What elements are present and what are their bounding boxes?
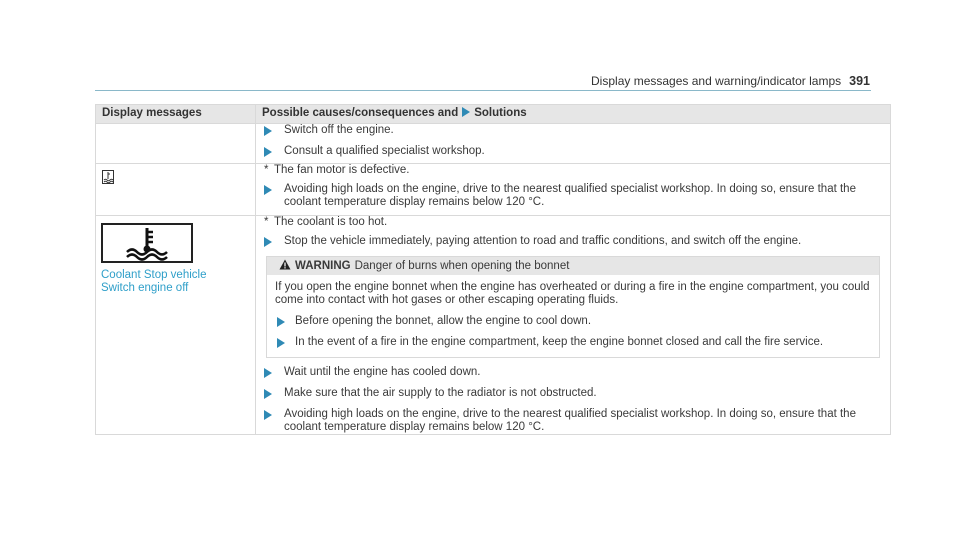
warning-step (275, 336, 871, 349)
warning-body (267, 275, 879, 357)
step-text: Avoiding high loads on the engine, drive to the nearest qualified specialist workshop. In doing so, ensure that the coolant temperature display remains below 120 °C. (284, 183, 856, 208)
solution-step (256, 235, 890, 248)
row3-solutions-cell (256, 216, 891, 435)
coolant-fan-icon (102, 170, 114, 184)
solution-step (256, 124, 890, 137)
step-text: Switch off the engine. (284, 124, 394, 136)
arrow-right-icon (264, 389, 272, 399)
cause-item: * The coolant is too hot. (264, 216, 388, 228)
page-header (591, 74, 870, 88)
step-text: Consult a qualified specialist workshop. (284, 145, 485, 157)
arrow-right-icon (264, 185, 272, 195)
arrow-right-icon (264, 126, 272, 136)
warning-header (267, 257, 879, 275)
step-text: Avoiding high loads on the engine, drive to the nearest qualified specialist workshop. In doing so, ensure that the coolant temperature display remains below 120 °C. (284, 408, 856, 433)
table-row (96, 216, 891, 435)
step-text: Wait until the engine has cooled down. (284, 366, 481, 378)
col-header-causes-text: Possible causes/consequences and (262, 107, 459, 119)
col-header-causes (256, 105, 891, 124)
cause-text: The coolant is too hot. (274, 216, 388, 228)
warning-box (266, 256, 880, 358)
arrow-right-icon (462, 107, 470, 117)
header-rule (95, 90, 871, 91)
warning-step (275, 315, 871, 328)
warning-text: If you open the engine bonnet when the engine has overheated or during a fire in the engine compartment, you could come into contact with hot gases or other escaping operating fluids. (275, 281, 870, 306)
header-title: Display messages and warning/indicator lamps (591, 74, 842, 88)
messages-table (95, 104, 891, 435)
table-row (96, 124, 891, 164)
solution-step (256, 183, 890, 209)
warning-label: WARNING (295, 260, 351, 272)
step-text: Make sure that the air supply to the radiator is not obstructed. (284, 387, 597, 399)
page-number: 391 (849, 74, 870, 88)
solution-step (256, 366, 890, 379)
row3-message-cell (96, 216, 256, 435)
step-text: Stop the vehicle immediately, paying attention to road and traffic conditions, and switch off the engine. (284, 235, 802, 247)
arrow-right-icon (264, 410, 272, 420)
coolant-temperature-icon (101, 223, 193, 263)
step-text: Before opening the bonnet, allow the engine to cool down. (295, 315, 592, 327)
display-message-line1: Coolant Stop vehicle (101, 269, 207, 281)
row2-message-cell (96, 164, 256, 216)
arrow-right-icon (277, 338, 285, 348)
row1-solutions-cell (256, 124, 891, 164)
cause-text: The fan motor is defective. (274, 164, 410, 176)
row1-message-cell (96, 124, 256, 164)
table-header-row (96, 105, 891, 124)
col-header-solutions-text: Solutions (474, 107, 527, 119)
arrow-right-icon (264, 368, 272, 378)
display-message-line2: Switch engine off (101, 282, 189, 294)
arrow-right-icon (264, 237, 272, 247)
solution-step (256, 145, 890, 158)
arrow-right-icon (264, 147, 272, 157)
solution-step (256, 387, 890, 400)
solution-step (256, 408, 890, 434)
col-header-display-messages: Display messages (96, 105, 256, 124)
table-row (96, 164, 891, 216)
warning-triangle-icon (279, 259, 291, 270)
row2-solutions-cell (256, 164, 891, 216)
warning-title: Danger of burns when opening the bonnet (354, 260, 570, 272)
arrow-right-icon (277, 317, 285, 327)
step-text: In the event of a fire in the engine compartment, keep the engine bonnet closed and call the fire service. (295, 336, 824, 348)
cause-item: * The fan motor is defective. (264, 164, 410, 176)
